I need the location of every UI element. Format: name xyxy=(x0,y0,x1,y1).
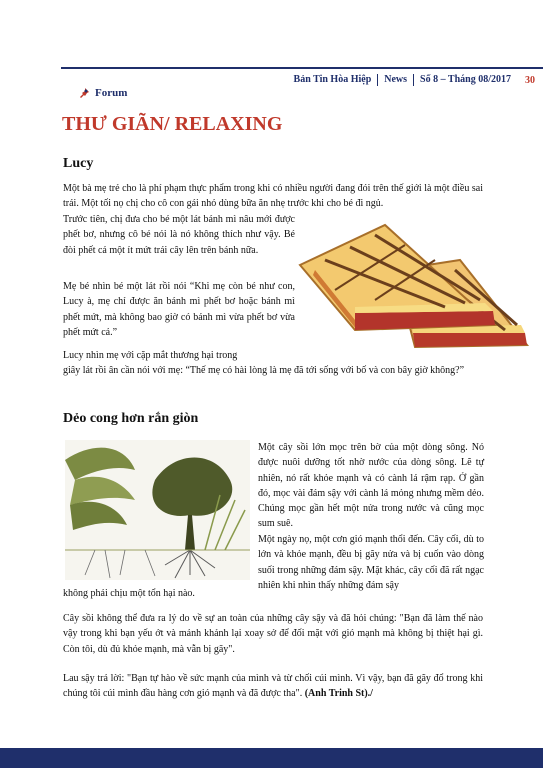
story2-paragraph3: Cây sồi không thể đưa ra lý do về sự an toàn của những cây sậy và đã hỏi chúng: "Bạn đã làm thế nào vậy trong khi bạn yếu ớt và mảnh khảnh lại xoay sở để đối mặt với gió mạnh mà không bị thiệt hại gì. Còn tôi, dù đủ khỏe mạnh, mà vẫn bị gãy". xyxy=(63,613,483,655)
page-header xyxy=(288,69,543,91)
publication-name: Bản Tin Hòa Hiệp xyxy=(293,74,372,85)
story2-paragraph2-cont: không phải chịu một tổn hại nào. xyxy=(63,588,195,599)
story1-paragraph1-cont: Trước tiên, chị đưa cho bé một lát bánh mì nâu mới được phết bơ, nhưng cô bé nói là nó không thích như vậy. Bé đòi phết cả một ít mứt trái cây lên trên bánh nữa. xyxy=(63,214,295,256)
sandwich-image xyxy=(295,215,530,360)
issue-label: Số 8 – Tháng 08/2017 xyxy=(413,74,517,86)
author-credit: (Anh Trinh St)./ xyxy=(304,688,373,700)
footer-bar xyxy=(0,748,543,768)
story1-paragraph3-cont: giây lát rồi ân cần nói với mẹ: “Thế mẹ có hài lòng là mẹ đã tới sống với bố và con bây giờ không?” xyxy=(63,365,465,376)
forum-text: Forum xyxy=(95,87,128,99)
oak-and-reeds-image xyxy=(65,440,250,580)
story2-paragraph4-text: Lau sậy trả lời: "Bạn tự hào về sức mạnh của mình và từ chối cúi mình. Vì vậy, bạn đã gãy đổ trong khi chúng tôi cúi mình đầu hàng cơn gió mạnh và đã được tha". xyxy=(63,673,483,700)
forum-label xyxy=(78,87,127,99)
story2-paragraph1: Một cây sồi lớn mọc trên bờ của một dòng sông. Nó được nuôi dưỡng tốt nhờ nước của dòng sông. Lẽ tự nhiên, nó rất khỏe mạnh và có cành lá rậm rạp. Ở gần đó, mọc vài đám sậy với cành lá mỏng nhưng mềm dẻo. Chúng mọc gần hết một nửa trong nước và cũng mọc sum suê. xyxy=(258,442,484,530)
story1-heading: Lucy xyxy=(63,156,94,171)
story1-paragraph2: Mẹ bé nhìn bé một lát rồi nói “Khi mẹ còn bé như con, Lucy à, mẹ chỉ được ăn bánh mì phết bơ hoặc bánh mì phết mứt, mà không bao giờ có bánh mì vừa phết bơ vừa phết mứt cả.” xyxy=(63,281,295,338)
page-title: THƯ GIÃN/ RELAXING xyxy=(62,113,283,135)
story2-heading: Dẻo cong hơn rắn giòn xyxy=(63,411,199,426)
pushpin-icon xyxy=(78,87,90,99)
story2-paragraph4 xyxy=(63,671,483,702)
section-name: News xyxy=(377,74,413,86)
page-number: 30 xyxy=(525,74,535,86)
story2-paragraph2: Một ngày nọ, một cơn gió mạnh thổi đến. Cây cối, dù to lớn và khỏe mạnh, đều bị gãy nửa và bị cuốn vào dòng suối trong những đám sậy. Mặt khác, cây cối đã rất ngạc nhiên khi nhìn thấy những đám sậy xyxy=(258,534,484,591)
story1-paragraph3: Lucy nhìn mẹ với cặp mắt thương hại trong xyxy=(63,350,238,361)
story1-paragraph1: Một bà mẹ trẻ cho là phí phạm thực phẩm trong khi có nhiều người đang đói trên thế giới là một điều sai trái. Một tối nọ chị cho cô con gái nhỏ dùng bữa ăn nhẹ trước khi cho bé đi ngủ. xyxy=(63,183,483,210)
